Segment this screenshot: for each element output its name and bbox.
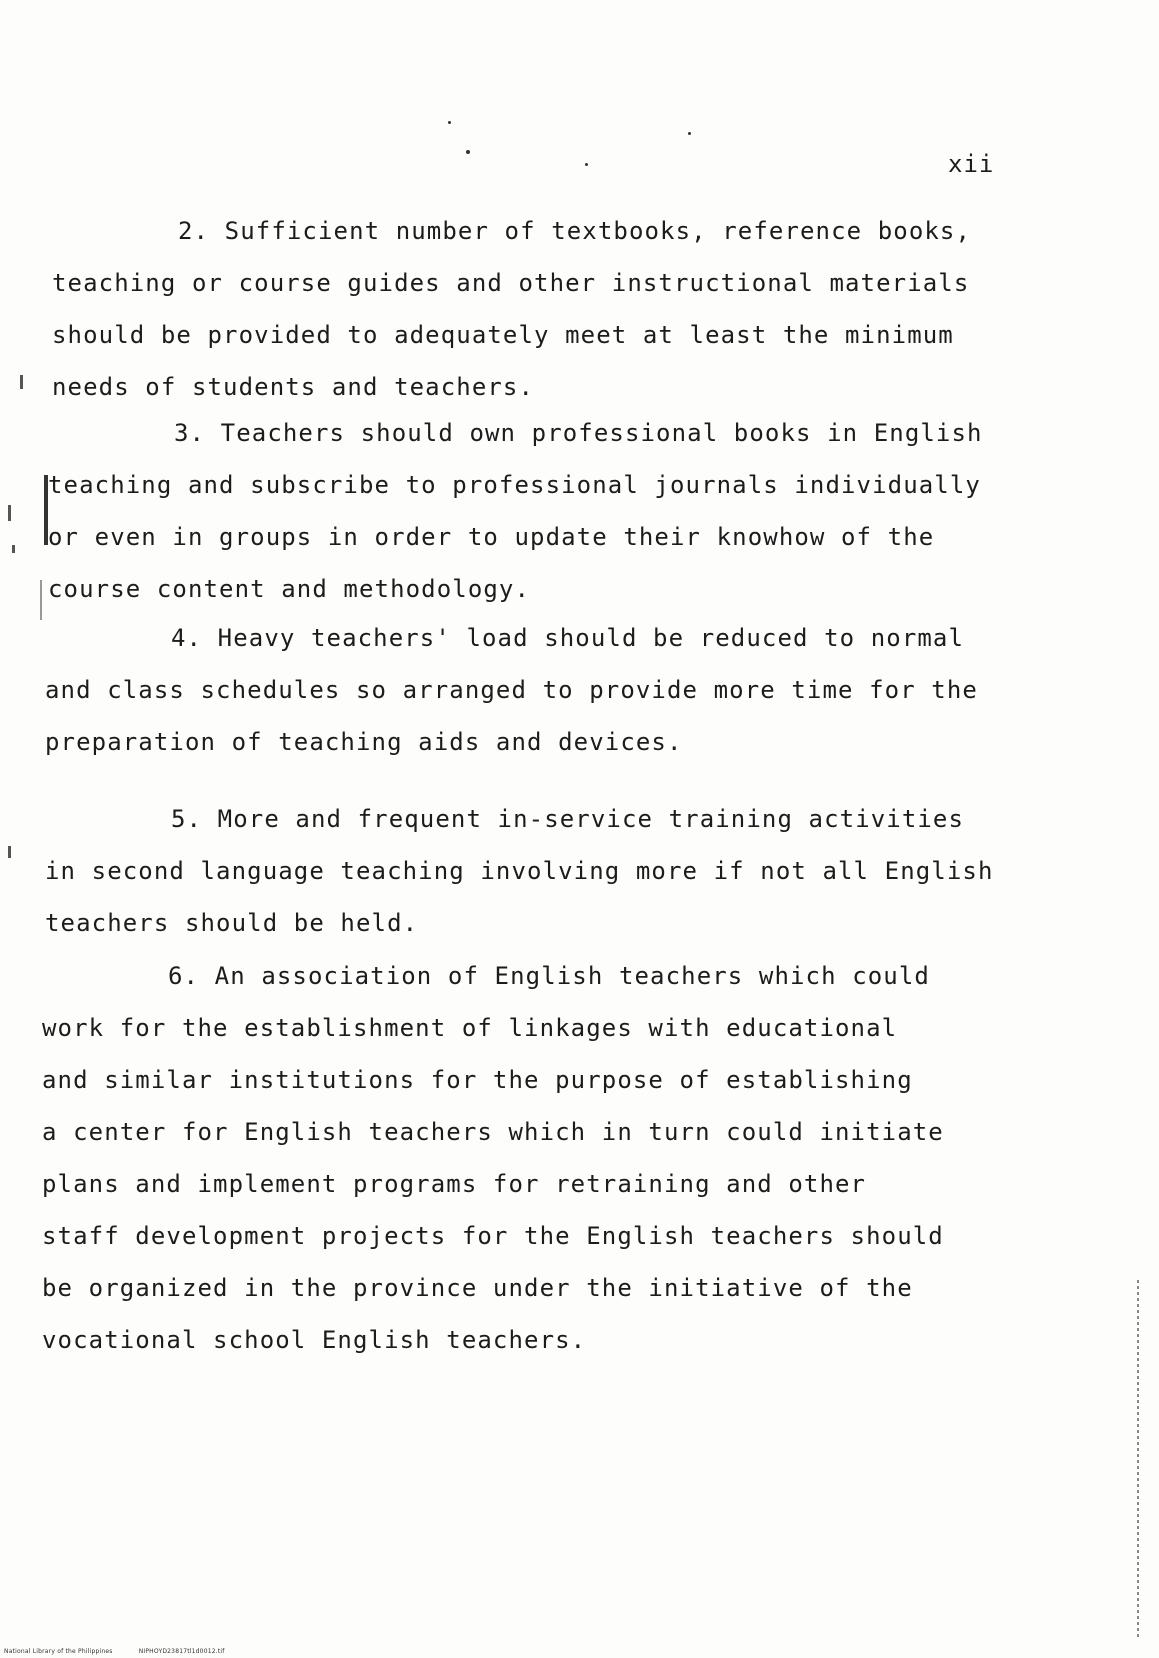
item-text: Heavy teachers' load should be reduced to normal and class schedules so arranged to provide more time for the preparation of teaching aids and devices. [45,624,978,756]
recommendation-item-3 [48,407,1018,615]
scan-edge-mark [20,375,23,389]
item-number: 2. [178,217,210,245]
scan-speck [585,163,588,166]
item-text: An association of English teachers which could work for the establishment of linkages with educational and similar institutions for the purpose of establishing a center for English teachers which in turn could initiate plans and implement programs for retraining and other staff development projects for the English teachers should be organized in the province under the initiative of the vocational school English teachers. [42,962,944,1354]
scan-speck [466,150,470,154]
item-number: 3. [174,419,206,447]
scan-speck [688,132,691,135]
item-number: 5. [171,805,203,833]
recommendation-item-6 [42,950,1002,1366]
item-text: Teachers should own professional books in English teaching and subscribe to professional journals individually or even in groups in order to update their knowhow of the course content and methodology. [48,419,983,603]
scan-edge-mark [8,505,11,521]
scan-edge-mark [8,846,11,858]
item-text: More and frequent in-service training activities in second language teaching involving more if not all English teachers should be held. [45,805,994,937]
footer-library: National Library of the Philippines [4,1648,113,1655]
item-number: 4. [171,624,203,652]
scan-edge-mark [12,545,15,553]
footer-file-id: NIPHOYD23817tl1d0012.tif [138,1648,225,1655]
recommendation-item-4 [45,612,1005,768]
scan-footer [4,1648,249,1655]
item-text: Sufficient number of textbooks, reference books, teaching or course guides and other instructional materials should be provided to adequately meet at least the minimum needs of students and teachers. [52,217,972,401]
recommendation-item-5 [45,793,1015,949]
item-number: 6. [168,962,200,990]
scan-right-edge [1137,1280,1139,1640]
scan-edge-mark [40,580,42,620]
recommendation-item-2 [52,205,1012,413]
scan-speck [448,121,451,124]
page-number: xii [948,150,995,178]
